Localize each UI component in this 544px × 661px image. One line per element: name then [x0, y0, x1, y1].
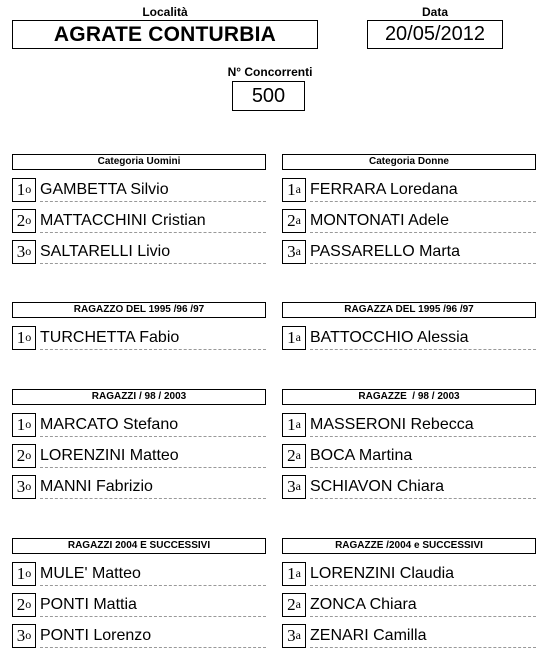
result-row: [12, 562, 266, 586]
place-badge: 2 $^o$: [12, 444, 36, 468]
place-badge: 3 $^a$: [282, 240, 306, 264]
place-badge: 1 $^o$: [12, 326, 36, 350]
result-row: [282, 413, 536, 437]
result-row: [282, 624, 536, 648]
dotted-line: [40, 647, 266, 648]
place-badge: 3 $^o$: [12, 475, 36, 499]
dotted-line: [310, 616, 536, 617]
athlete-name: ZENARI Camilla: [310, 627, 427, 644]
athlete-name: MONTONATI Adele: [310, 212, 449, 229]
dotted-line: [40, 263, 266, 264]
section-donne: [282, 154, 536, 261]
athlete-name: MULE' Matteo: [40, 565, 141, 582]
section-ragazzo-1995: [12, 302, 266, 347]
place-badge: 1 $^a$: [282, 178, 306, 202]
dotted-line: [310, 436, 536, 437]
dotted-line: [310, 467, 536, 468]
result-row: [12, 444, 266, 468]
result-row: [12, 624, 266, 648]
dotted-line: [40, 436, 266, 437]
result-row: [282, 562, 536, 586]
place-badge: 3 $^o$: [12, 240, 36, 264]
result-row: [12, 326, 266, 350]
place-badge: 2 $^a$: [282, 444, 306, 468]
result-row: [12, 593, 266, 617]
section-ragazza-1995: [282, 302, 536, 347]
section-title: RAGAZZE / 98 / 2003: [282, 389, 536, 405]
section-uomini: [12, 154, 266, 261]
dotted-line: [40, 585, 266, 586]
section-title: RAGAZZI / 98 / 2003: [12, 389, 266, 405]
result-row: [282, 240, 536, 264]
place-badge: 1 $^o$: [12, 562, 36, 586]
concorrenti-value: 500: [232, 81, 305, 111]
place-badge: 1 $^o$: [12, 178, 36, 202]
result-row: [282, 326, 536, 350]
dotted-line: [310, 263, 536, 264]
section-title: Categoria Uomini: [12, 154, 266, 170]
athlete-name: PONTI Mattia: [40, 596, 137, 613]
section-title: RAGAZZO DEL 1995 /96 /97: [12, 302, 266, 318]
place-badge: 1 $^o$: [12, 413, 36, 437]
result-row: [12, 475, 266, 499]
athlete-name: SCHIAVON Chiara: [310, 478, 444, 495]
place-badge: 3 $^o$: [12, 624, 36, 648]
athlete-name: MATTACCHINI Cristian: [40, 212, 206, 229]
result-row: [282, 444, 536, 468]
section-title: Categoria Donne: [282, 154, 536, 170]
dotted-line: [310, 647, 536, 648]
dotted-line: [40, 467, 266, 468]
result-row: [12, 178, 266, 202]
place-badge: 3 $^a$: [282, 624, 306, 648]
athlete-name: SALTARELLI Livio: [40, 243, 171, 260]
athlete-name: MANNI Fabrizio: [40, 478, 153, 495]
athlete-name: FERRARA Loredana: [310, 181, 458, 198]
athlete-name: PONTI Lorenzo: [40, 627, 152, 644]
dotted-line: [310, 585, 536, 586]
concorrenti-label: N° Concorrenti: [227, 65, 313, 79]
section-ragazzi-98: [12, 389, 266, 496]
place-badge: 2 $^o$: [12, 209, 36, 233]
section-title: RAGAZZE /2004 e SUCCESSIVI: [282, 538, 536, 554]
result-row: [282, 593, 536, 617]
athlete-name: BOCA Martina: [310, 447, 413, 464]
result-row: [282, 475, 536, 499]
localita-value: AGRATE CONTURBIA: [12, 20, 318, 49]
result-row: [282, 178, 536, 202]
athlete-name: PASSARELLO Marta: [310, 243, 460, 260]
dotted-line: [310, 201, 536, 202]
athlete-name: LORENZINI Matteo: [40, 447, 179, 464]
place-badge: 2 $^o$: [12, 593, 36, 617]
dotted-line: [40, 498, 266, 499]
place-badge: 1 $^a$: [282, 413, 306, 437]
result-row: [12, 209, 266, 233]
section-title: RAGAZZI 2004 E SUCCESSIVI: [12, 538, 266, 554]
place-badge: 3 $^a$: [282, 475, 306, 499]
dotted-line: [310, 349, 536, 350]
dotted-line: [40, 616, 266, 617]
place-badge: 2 $^a$: [282, 209, 306, 233]
data-value: 20/05/2012: [367, 20, 503, 49]
data-label: Data: [421, 5, 448, 19]
dotted-line: [310, 232, 536, 233]
place-badge: 2 $^a$: [282, 593, 306, 617]
section-ragazze-98: [282, 389, 536, 496]
athlete-name: ZONCA Chiara: [310, 596, 417, 613]
athlete-name: TURCHETTA Fabio: [40, 329, 180, 346]
section-title: RAGAZZA DEL 1995 /96 /97: [282, 302, 536, 318]
result-row: [12, 413, 266, 437]
section-ragazze-2004: [282, 538, 536, 645]
place-badge: 1 $^a$: [282, 326, 306, 350]
athlete-name: BATTOCCHIO Alessia: [310, 329, 469, 346]
dotted-line: [40, 201, 266, 202]
result-row: [12, 240, 266, 264]
athlete-name: MASSERONI Rebecca: [310, 416, 474, 433]
dotted-line: [310, 498, 536, 499]
result-row: [282, 209, 536, 233]
athlete-name: GAMBETTA Silvio: [40, 181, 169, 198]
athlete-name: LORENZINI Claudia: [310, 565, 455, 582]
section-ragazzi-2004: [12, 538, 266, 645]
dotted-line: [40, 232, 266, 233]
place-badge: 1 $^a$: [282, 562, 306, 586]
athlete-name: MARCATO Stefano: [40, 416, 179, 433]
dotted-line: [40, 349, 266, 350]
localita-label: Località: [142, 5, 188, 19]
